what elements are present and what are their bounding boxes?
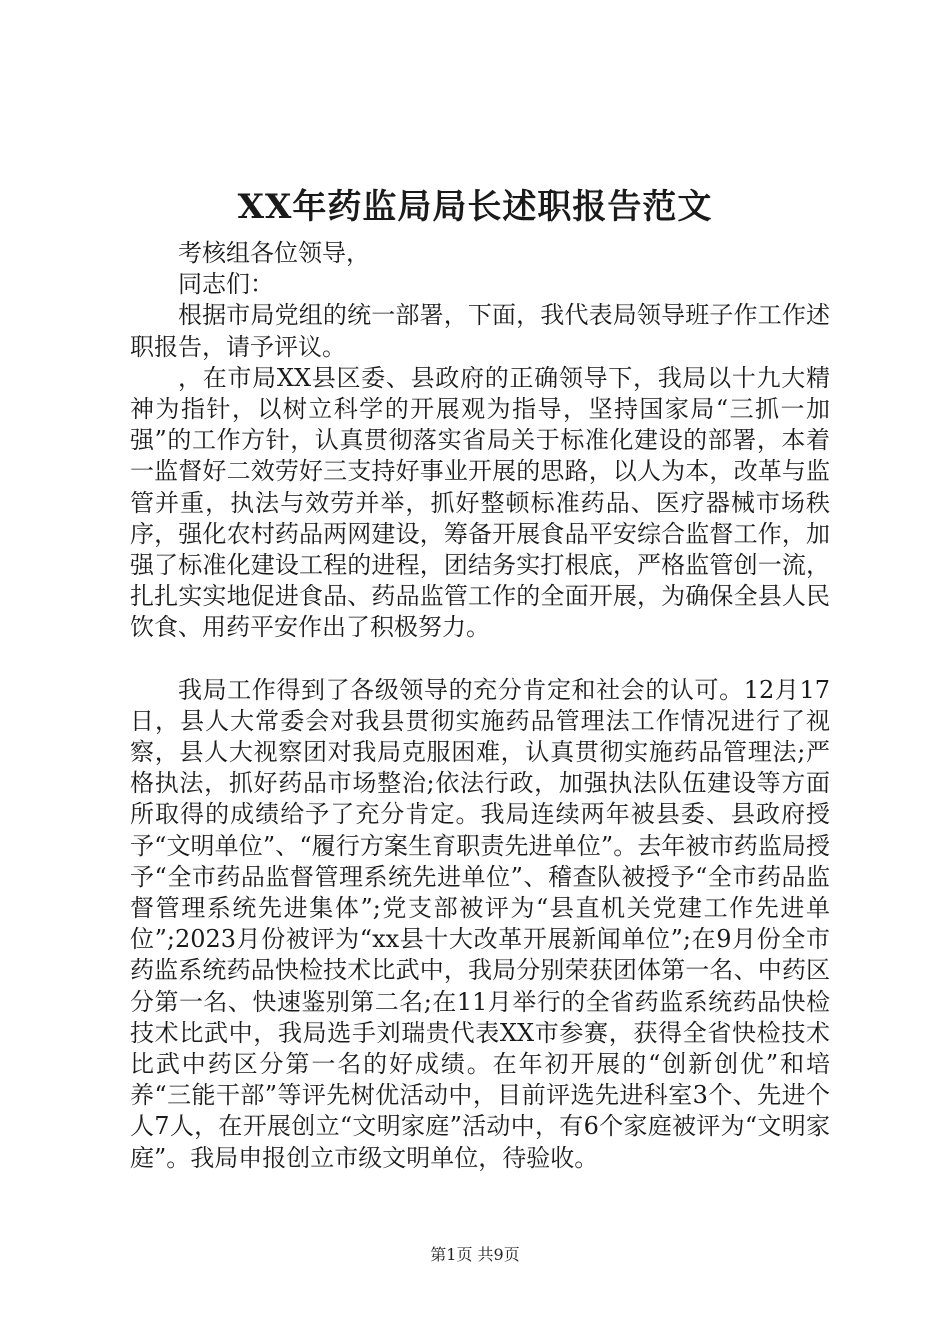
body-paragraph: 我局工作得到了各级领导的充分肯定和社会的认可。12月17日，县人大常委会对我县贯彻实施药品管理法工作情况进行了视察，县人大视察团对我局克服困难，认真贯彻实施药品管理法;严格执法，抓好药品市场整治;依法行政，加强执法队伍建设等方面所取得的成绩给予了充分肯定。我局连续两年被县委、县政府授予“文明单位”、“履行方案生育职责先进单位”。去年被市药监局授予“全市药品监督管理系统先进单位”、稽查队被授予“全市药品监督管理系统先进集体”;党支部被评为“县直机关党建工作先进单位”;2023月份被评为“xx县十大改革开展新闻单位”;在9月份全市药监系统药品快检技术比武中，我局分别荣获团体第一名、中药区分第一名、快速鉴别第二名;在11月举行的全省药监系统药品快检技术比武中，我局选手刘瑞贵代表XX市参赛，获得全省快检技术比武中药区分第一名的好成绩。在年初开展的“创新创优”和培养“三能干部”等评先树优活动中，目前评选先进科室3个、先进个人7人，在开展创立“文明家庭”活动中，有6个家庭被评为“文明家庭”。我局申报创立市级文明单位，待验收。 <box>130 675 830 1172</box>
body-paragraph: ，在市局XX县区委、县政府的正确领导下，我局以十九大精神为指针，以树立科学的开展观为指导，坚持国家局“三抓一加强”的工作方针，认真贯彻落实省局关于标准化建设的部署，本着一监督好二效劳好三支持好事业开展的思路，以人为本，改革与监管并重，执法与效劳并举，抓好整顿标准药品、医疗器械市场秩序，强化农村药品两网建设，筹备开展食品平安综合监督工作，加强了标准化建设工程的进程，团结务实打根底，严格监管创一流，扎扎实实地促进食品、药品监管工作的全面开展，为确保全县人民饮食、用药平安作出了积极努力。 <box>130 363 830 642</box>
salutation-line: 同志们： <box>178 270 274 299</box>
document-title: XX年药监局局长述职报告范文 <box>237 187 713 227</box>
document-body <box>130 238 830 1174</box>
body-paragraph: 根据市局党组的统一部署，下面，我代表局领导班子作工作述职报告，请予评议。 <box>130 301 830 361</box>
salutation-line: 考核组各位领导， <box>178 239 370 267</box>
page-footer: 第1页 共9页 <box>430 1245 520 1264</box>
